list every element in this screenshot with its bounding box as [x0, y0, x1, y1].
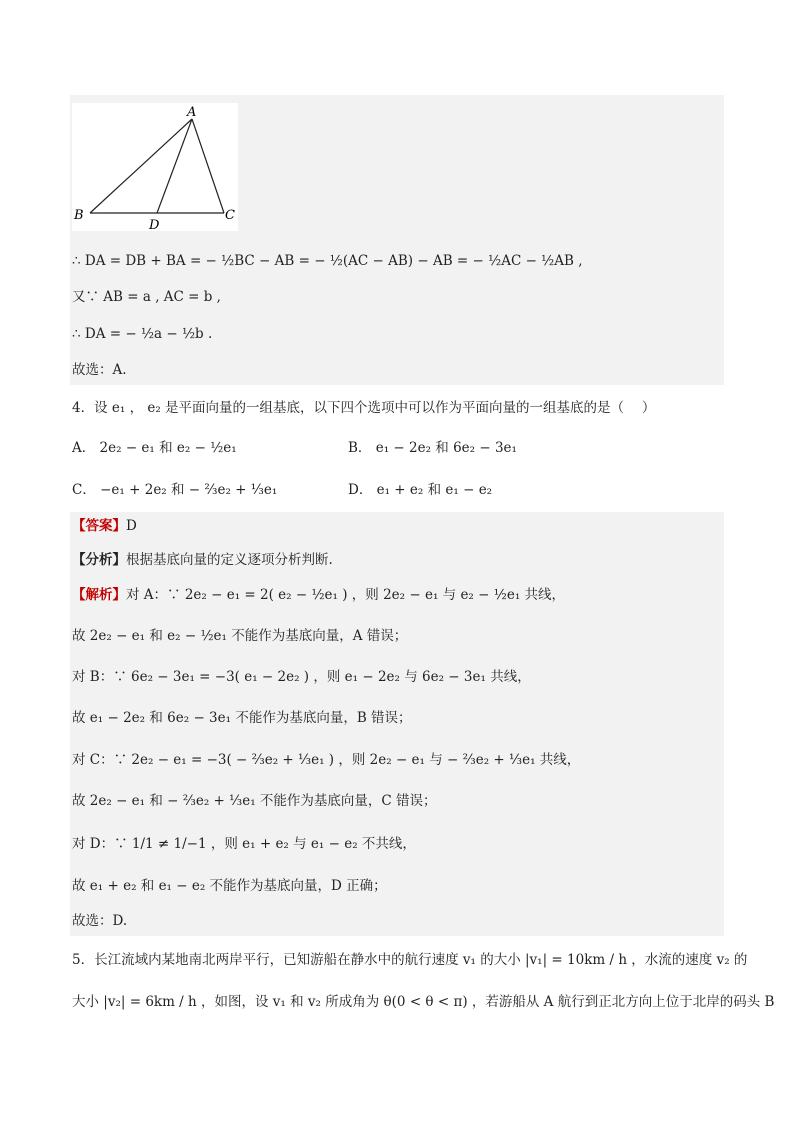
q4-option-c: C． −e₁ + 2e₂ 和 − ⅔e₂ + ⅓e₁ — [72, 482, 278, 498]
q4-option-a: A． 2e₂ − e₁ 和 e₂ − ½e₁ — [72, 440, 237, 456]
analysis-label: 【分析】 — [72, 552, 126, 568]
label-b: B — [74, 208, 84, 223]
label-c: C — [225, 208, 235, 223]
q4-solution-line-1 — [72, 585, 565, 605]
label-d: D — [149, 218, 160, 231]
q4-solution-line-5: 对 C：∵ 2e₂ − e₁ = −3( − ⅔e₂ + ⅓e₁ ) ，则 2e₂ − e₁ 与 − ⅔e₂ + ⅓e₁ 共线， — [72, 752, 581, 768]
q4-solution-line-7: 对 D：∵ 1/1 ≠ 1/−1 ，则 e₁ + e₂ 与 e₁ − e₂ 不共线， — [72, 836, 416, 852]
prev-solution-line-3: ∴ DA = − ½a − ½b . — [72, 326, 213, 342]
solution-label: 【解析】 — [72, 587, 126, 603]
prev-solution-choice: 故选：A. — [72, 362, 127, 378]
answer-value: D — [126, 518, 137, 534]
prev-solution-line-2: 又∵ AB = a , AC = b , — [72, 289, 221, 305]
q4-solution-line-6: 故 2e₂ − e₁ 和 − ⅔e₂ + ⅓e₁ 不能作为基底向量，C 错误； — [72, 793, 437, 809]
triangle-figure — [72, 103, 238, 231]
q4-solution-line-8: 故 e₁ + e₂ 和 e₁ − e₂ 不能作为基底向量，D 正确； — [72, 878, 387, 894]
answer-label: 【答案】 — [72, 518, 126, 534]
q4-solution-line-2: 故 2e₂ − e₁ 和 e₂ − ½e₁ 不能作为基底向量，A 错误； — [72, 628, 408, 644]
analysis-text: 根据基底向量的定义逐项分析判断. — [126, 552, 333, 568]
q4-answer — [72, 516, 137, 536]
solution-text-1: 对 A：∵ 2e₂ − e₁ = 2( e₂ − ½e₁ ) ，则 2e₂ − e₁ 与 e₂ − ½e₁ 共线， — [126, 587, 566, 603]
prev-solution-line-1: ∴ DA = DB + BA = − ½BC − AB = − ½(AC − AB) − AB = − ½AC − ½AB , — [72, 253, 583, 269]
q4-solution-line-4: 故 e₁ − 2e₂ 和 6e₂ − 3e₁ 不能作为基底向量，B 错误； — [72, 710, 412, 726]
q5-line-1: 5．长江流域内某地南北两岸平行，已知游船在静水中的航行速度 v₁ 的大小 |v₁| = 10km / h ，水流的速度 v₂ 的 — [72, 952, 748, 968]
q4-solution-line-3: 对 B：∵ 6e₂ − 3e₁ = −3( e₁ − 2e₂ ) ，则 e₁ − 2e₂ 与 6e₂ − 3e₁ 共线， — [72, 669, 531, 685]
q4-option-d: D． e₁ + e₂ 和 e₁ − e₂ — [348, 482, 493, 498]
q4-analysis — [72, 550, 333, 570]
q5-line-2: 大小 |v₂| = 6km / h ，如图，设 v₁ 和 v₂ 所成角为 θ(0 < θ < π) ，若游船从 A 航行到正北方向上位于北岸的码头 B — [72, 994, 775, 1010]
q4-stem: 4．设 e₁ ， e₂ 是平面向量的一组基底，以下四个选项中可以作为平面向量的一组基底的是（ ） — [72, 400, 656, 416]
q4-solution-line-9: 故选：D. — [72, 913, 128, 929]
label-a: A — [187, 105, 197, 120]
q4-option-b: B． e₁ − 2e₂ 和 6e₂ − 3e₁ — [348, 440, 517, 456]
